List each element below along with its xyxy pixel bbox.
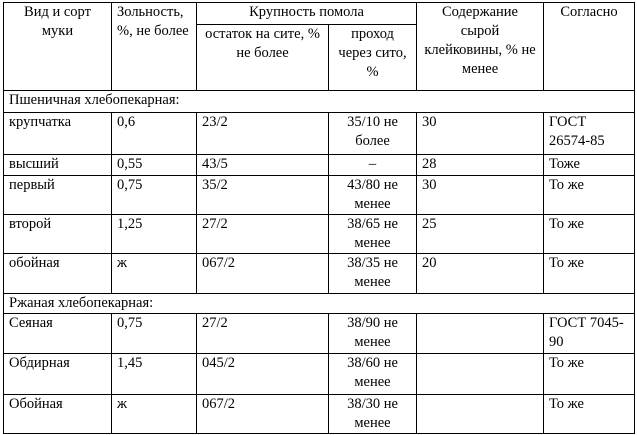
header-ash: Зольность, %, не более	[112, 3, 197, 91]
cell-gluten: 30	[417, 113, 544, 155]
cell-residue: 045/2	[197, 354, 329, 395]
cell-std: То же	[544, 254, 635, 294]
group-title: Ржаная хлебопекарная:	[4, 294, 635, 314]
cell-residue: 23/2	[197, 113, 329, 155]
cell-gluten: 20	[417, 254, 544, 294]
cell-name: высший	[4, 155, 112, 176]
cell-ash: 0,6	[112, 113, 197, 155]
group-row	[4, 294, 635, 314]
cell-pass: 38/60 не менее	[329, 354, 417, 395]
cell-pass: 38/65 не менее	[329, 215, 417, 254]
table-row	[4, 113, 635, 155]
cell-ash: 0,75	[112, 314, 197, 354]
cell-gluten	[417, 395, 544, 434]
cell-gluten: 30	[417, 176, 544, 215]
cell-gluten	[417, 354, 544, 395]
cell-ash: 0,55	[112, 155, 197, 176]
cell-residue: 27/2	[197, 314, 329, 354]
cell-name: первый	[4, 176, 112, 215]
cell-pass: 38/35 не менее	[329, 254, 417, 294]
cell-std: То же	[544, 176, 635, 215]
table-row	[4, 254, 635, 294]
cell-std: ГОСТ 26574-85	[544, 113, 635, 155]
group-title: Пшеничная хлебопекарная:	[4, 91, 635, 113]
cell-pass: –	[329, 155, 417, 176]
cell-pass: 35/10 не более	[329, 113, 417, 155]
header-according: Согласно	[544, 3, 635, 91]
cell-residue: 35/2	[197, 176, 329, 215]
cell-std: ГОСТ 7045-90	[544, 314, 635, 354]
cell-gluten: 28	[417, 155, 544, 176]
flour-quality-table	[3, 2, 635, 434]
table-row	[4, 395, 635, 434]
cell-name: крупчатка	[4, 113, 112, 155]
cell-gluten	[417, 314, 544, 354]
cell-std: То же	[544, 354, 635, 395]
cell-pass: 38/30 не менее	[329, 395, 417, 434]
header-type-grade: Вид и сорт муки	[4, 3, 112, 91]
table-row	[4, 155, 635, 176]
cell-pass: 38/90 не менее	[329, 314, 417, 354]
cell-name: второй	[4, 215, 112, 254]
cell-std: Тоже	[544, 155, 635, 176]
header-gluten: Содержание сырой клейковины, % не менее	[417, 3, 544, 91]
header-residue: остаток на сите, % не более	[197, 25, 329, 91]
cell-name: Обойная	[4, 395, 112, 434]
cell-residue: 067/2	[197, 395, 329, 434]
cell-ash: 1,45	[112, 354, 197, 395]
header-passthrough: проход через сито, %	[329, 25, 417, 91]
cell-gluten: 25	[417, 215, 544, 254]
cell-pass: 43/80 не менее	[329, 176, 417, 215]
cell-name: обойная	[4, 254, 112, 294]
cell-name: Сеяная	[4, 314, 112, 354]
table-row	[4, 354, 635, 395]
cell-residue: 067/2	[197, 254, 329, 294]
cell-ash: ж	[112, 254, 197, 294]
cell-residue: 43/5	[197, 155, 329, 176]
table-row	[4, 215, 635, 254]
table-row	[4, 314, 635, 354]
cell-ash: ж	[112, 395, 197, 434]
group-row	[4, 91, 635, 113]
table-row	[4, 176, 635, 215]
cell-name: Обдирная	[4, 354, 112, 395]
cell-ash: 0,75	[112, 176, 197, 215]
cell-ash: 1,25	[112, 215, 197, 254]
cell-std: То же	[544, 215, 635, 254]
cell-residue: 27/2	[197, 215, 329, 254]
header-grind: Крупность помола	[197, 3, 417, 25]
cell-std: То же	[544, 395, 635, 434]
